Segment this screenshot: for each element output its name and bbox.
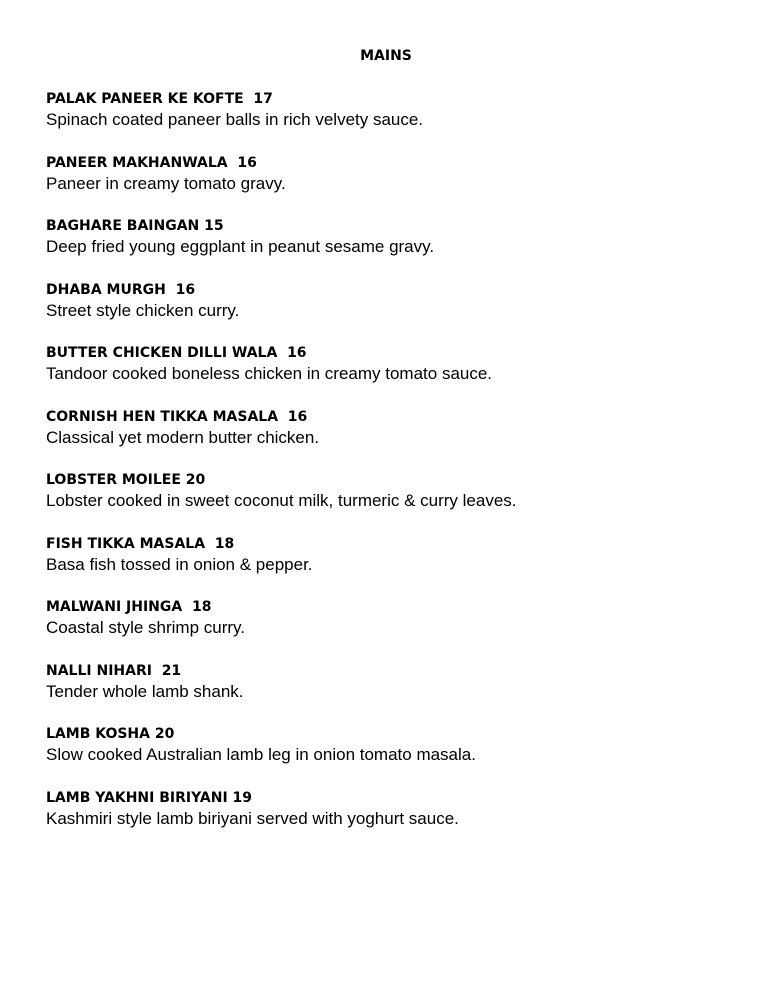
menu-item	[46, 280, 746, 344]
menu-item	[46, 661, 746, 725]
menu-item	[46, 724, 746, 788]
menu-item-name: BAGHARE BAINGAN 15	[46, 218, 224, 234]
menu-item-description: Tender whole lamb shank.	[46, 681, 244, 701]
menu-item-description: Slow cooked Australian lamb leg in onion tomato masala.	[46, 745, 476, 764]
menu-items-list	[46, 89, 746, 851]
menu-item-name: NALLI NIHARI 21	[46, 662, 182, 679]
menu-item-description: Tandoor cooked boneless chicken in creamy tomato sauce.	[46, 364, 493, 383]
menu-item	[46, 89, 746, 153]
menu-item	[46, 343, 746, 407]
menu-item	[46, 407, 746, 471]
menu-item-name: BUTTER CHICKEN DILLI WALA 16	[46, 345, 307, 361]
menu-item-name: LAMB KOSHA 20	[46, 726, 175, 742]
menu-item-description: Lobster cooked in sweet coconut milk, turmeric & curry leaves.	[46, 491, 517, 510]
menu-item-name: MALWANI JHINGA 18	[46, 599, 212, 615]
menu-item-description: Deep fried young eggplant in peanut sesame gravy.	[46, 237, 435, 256]
menu-item-name: PANEER MAKHANWALA 16	[46, 154, 257, 171]
menu-item	[46, 597, 746, 661]
menu-item-description: Street style chicken curry.	[46, 300, 240, 320]
menu-item-name: PALAK PANEER KE KOFTE 17	[46, 91, 273, 107]
menu-item	[46, 216, 746, 280]
menu-item-description: Classical yet modern butter chicken.	[46, 427, 320, 447]
menu-item-description: Paneer in creamy tomato gravy.	[46, 173, 286, 193]
menu-item	[46, 788, 746, 852]
menu-item-name: DHABA MURGH 16	[46, 281, 196, 298]
menu-item-description: Basa fish tossed in onion & pepper.	[46, 554, 313, 574]
menu-item-name: CORNISH HEN TIKKA MASALA 16	[46, 408, 308, 425]
menu-item-name: FISH TIKKA MASALA 18	[46, 535, 235, 552]
menu-item	[46, 534, 746, 598]
menu-item	[46, 153, 746, 217]
menu-item-description: Coastal style shrimp curry.	[46, 618, 246, 637]
menu-item-name: LOBSTER MOILEE 20	[46, 472, 206, 488]
menu-item	[46, 470, 746, 534]
menu-item-description: Kashmiri style lamb biriyani served with yoghurt sauce.	[46, 808, 459, 828]
menu-item-name: LAMB YAKHNI BIRIYANI 19	[46, 789, 253, 806]
section-title: MAINS	[360, 48, 412, 64]
menu-item-description: Spinach coated paneer balls in rich velvety sauce.	[46, 110, 424, 129]
